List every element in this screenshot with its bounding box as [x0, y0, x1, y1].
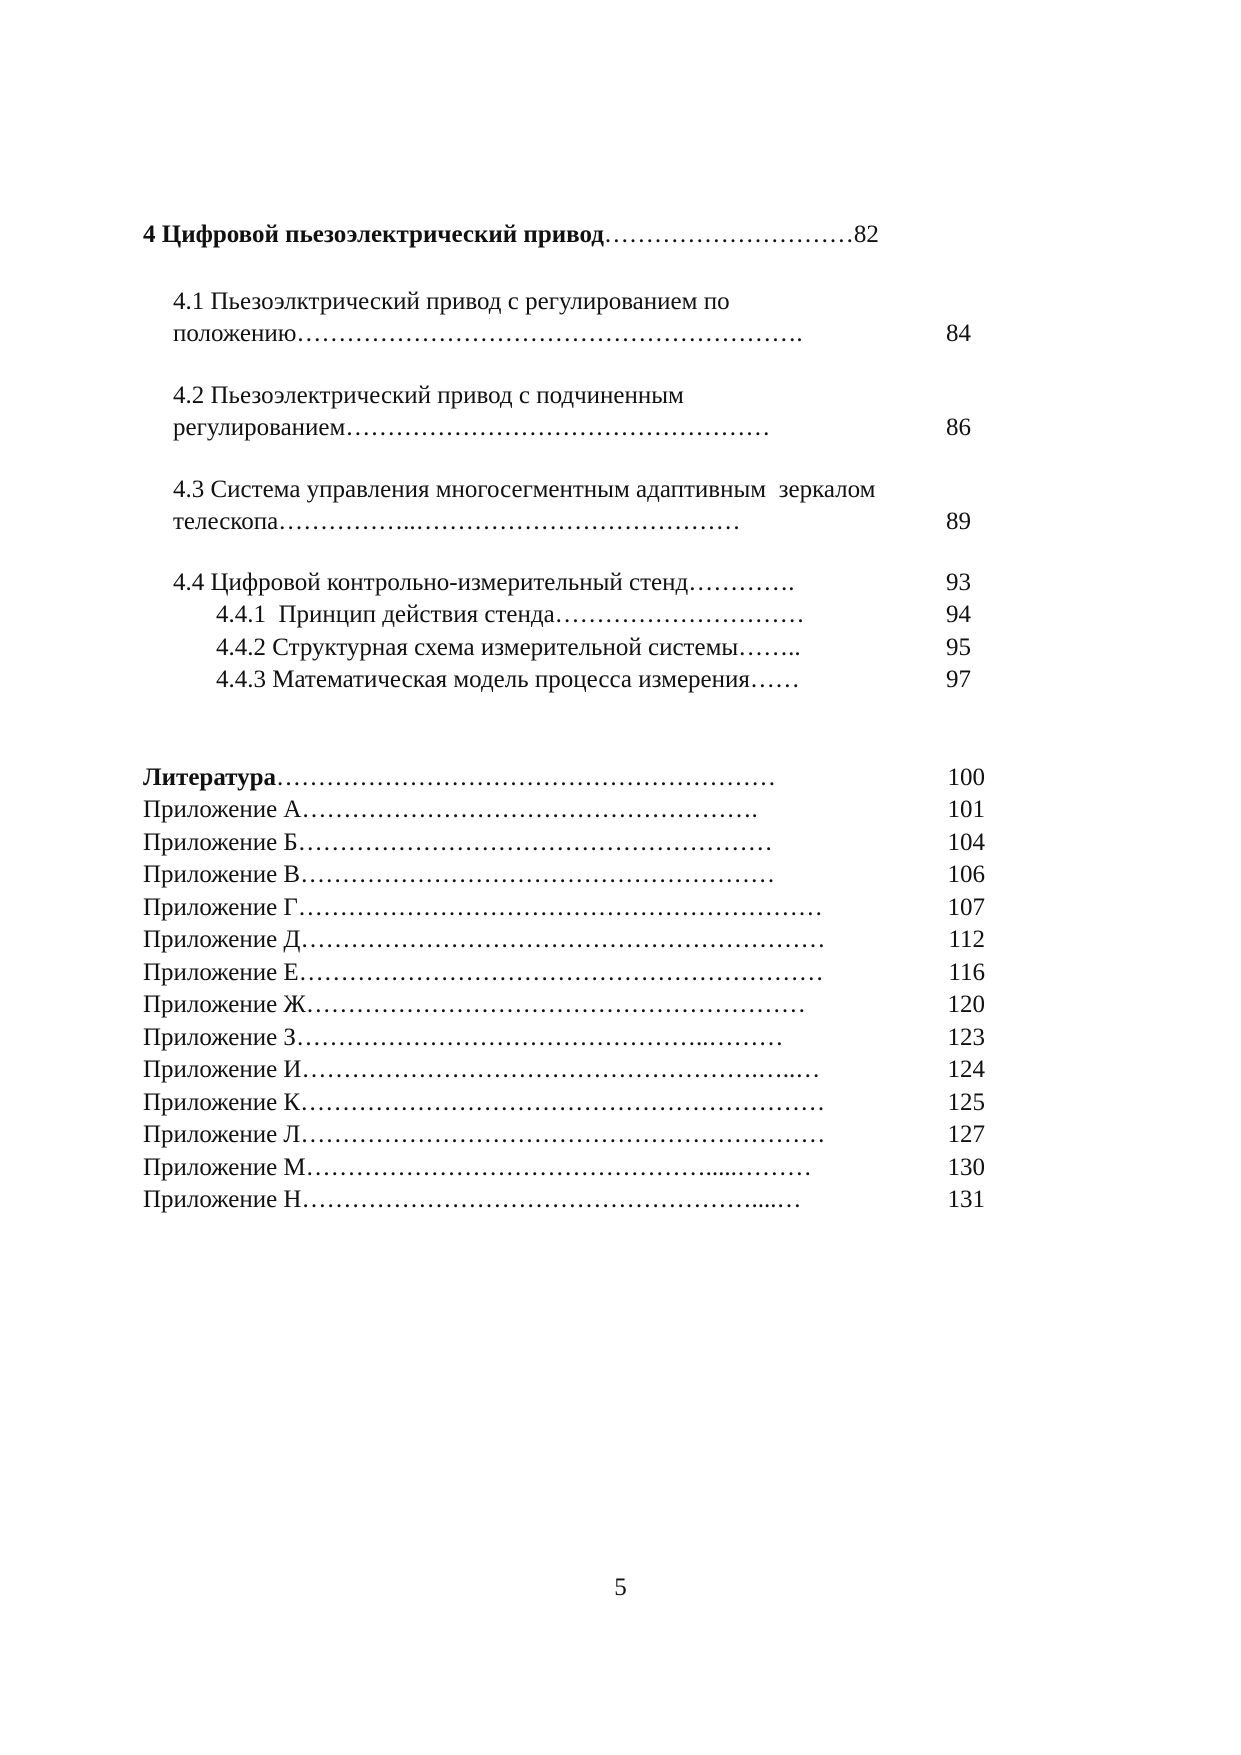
toc-appendix-zh-page: 120 [947, 991, 985, 1018]
toc-appendix-e-page: 116 [948, 959, 985, 986]
toc-appendix-b-page: 104 [947, 829, 985, 856]
toc-chapter-4[interactable] [143, 219, 879, 251]
toc-appendix-i[interactable]: Приложение И……………………………………………….…..… [143, 1056, 821, 1083]
toc-appendix-a[interactable]: Приложение А………………………………………………. [143, 796, 758, 823]
toc-section-4-3-page: 89 [946, 508, 971, 535]
toc-section-4-4-label[interactable]: 4.4 Цифровой контрольно-измерительный стенд…………. [173, 569, 795, 596]
chapter-title: 4 Цифровой пьезоэлектрический привод [143, 221, 604, 248]
toc-appendix-m[interactable]: Приложение М………………………………………….....……… [143, 1154, 812, 1181]
toc-appendix-v[interactable]: Приложение В………………………………………………… [143, 861, 776, 888]
literature-dots: …………………………………………………… [276, 764, 777, 791]
toc-appendix-k[interactable]: Приложение К……………………………………………………… [143, 1089, 826, 1116]
toc-appendix-n-page: 131 [947, 1186, 985, 1213]
toc-subsection-4-4-3-page: 97 [946, 666, 971, 693]
toc-appendix-z-page: 123 [947, 1024, 985, 1051]
toc-appendix-d-page: 112 [948, 926, 985, 953]
toc-section-4-1-line2[interactable]: положению……………………………………………………. [173, 320, 803, 347]
toc-subsection-4-4-2-page: 95 [946, 634, 971, 661]
toc-appendix-g[interactable]: Приложение Г……………………………………………………… [143, 894, 823, 921]
page-number: 5 [614, 1574, 627, 1601]
toc-section-4-2-page: 86 [946, 414, 971, 441]
toc-appendix-l[interactable]: Приложение Л……………………………………………………… [143, 1121, 826, 1148]
toc-appendix-n[interactable]: Приложение Н………………………………………………....… [143, 1186, 802, 1213]
toc-literature[interactable] [143, 762, 776, 794]
toc-appendix-b[interactable]: Приложение Б………………………………………………… [143, 829, 773, 856]
chapter-dots: ………………………… [603, 221, 854, 248]
toc-appendix-m-page: 130 [947, 1154, 985, 1181]
toc-appendix-z[interactable]: Приложение З…………………………………………..……… [143, 1024, 784, 1051]
toc-section-4-2-line2[interactable]: регулированием…………………………………………… [173, 414, 771, 441]
toc-section-4-3-line1[interactable]: 4.3 Система управления многосегментным адаптивным зеркалом [173, 476, 876, 503]
toc-literature-page: 100 [947, 764, 985, 791]
toc-appendix-g-page: 107 [947, 894, 985, 921]
toc-section-4-1-line1[interactable]: 4.1 Пьезоэлктрический привод с регулированием по [173, 288, 730, 315]
chapter-page: 82 [853, 221, 879, 248]
toc-section-4-2-line1[interactable]: 4.2 Пьезоэлектрический привод с подчиненным [173, 382, 684, 409]
toc-section-4-1-page: 84 [946, 320, 971, 347]
toc-section-4-4-page: 93 [946, 569, 971, 596]
toc-appendix-zh[interactable]: Приложение Ж…………………………………………………… [143, 991, 806, 1018]
toc-appendix-e[interactable]: Приложение Е……………………………………………………… [143, 959, 824, 986]
toc-section-4-3-line2[interactable]: телескопа……………..………………………………… [173, 508, 741, 535]
toc-appendix-a-page: 101 [947, 796, 985, 823]
toc-appendix-k-page: 125 [947, 1089, 985, 1116]
toc-appendix-l-page: 127 [947, 1121, 985, 1148]
toc-subsection-4-4-1[interactable]: 4.4.1 Принцип действия стенда………………………… [216, 601, 805, 628]
toc-appendix-i-page: 124 [947, 1056, 985, 1083]
literature-title: Литература [143, 764, 277, 791]
toc-subsection-4-4-3[interactable]: 4.4.3 Математическая модель процесса измерения…… [216, 666, 800, 693]
toc-appendix-d[interactable]: Приложение Д……………………………………………………… [143, 926, 826, 953]
toc-subsection-4-4-1-page: 94 [946, 601, 971, 628]
toc-appendix-v-page: 106 [947, 861, 985, 888]
toc-subsection-4-4-2[interactable]: 4.4.2 Структурная схема измерительной системы…….. [216, 634, 801, 661]
